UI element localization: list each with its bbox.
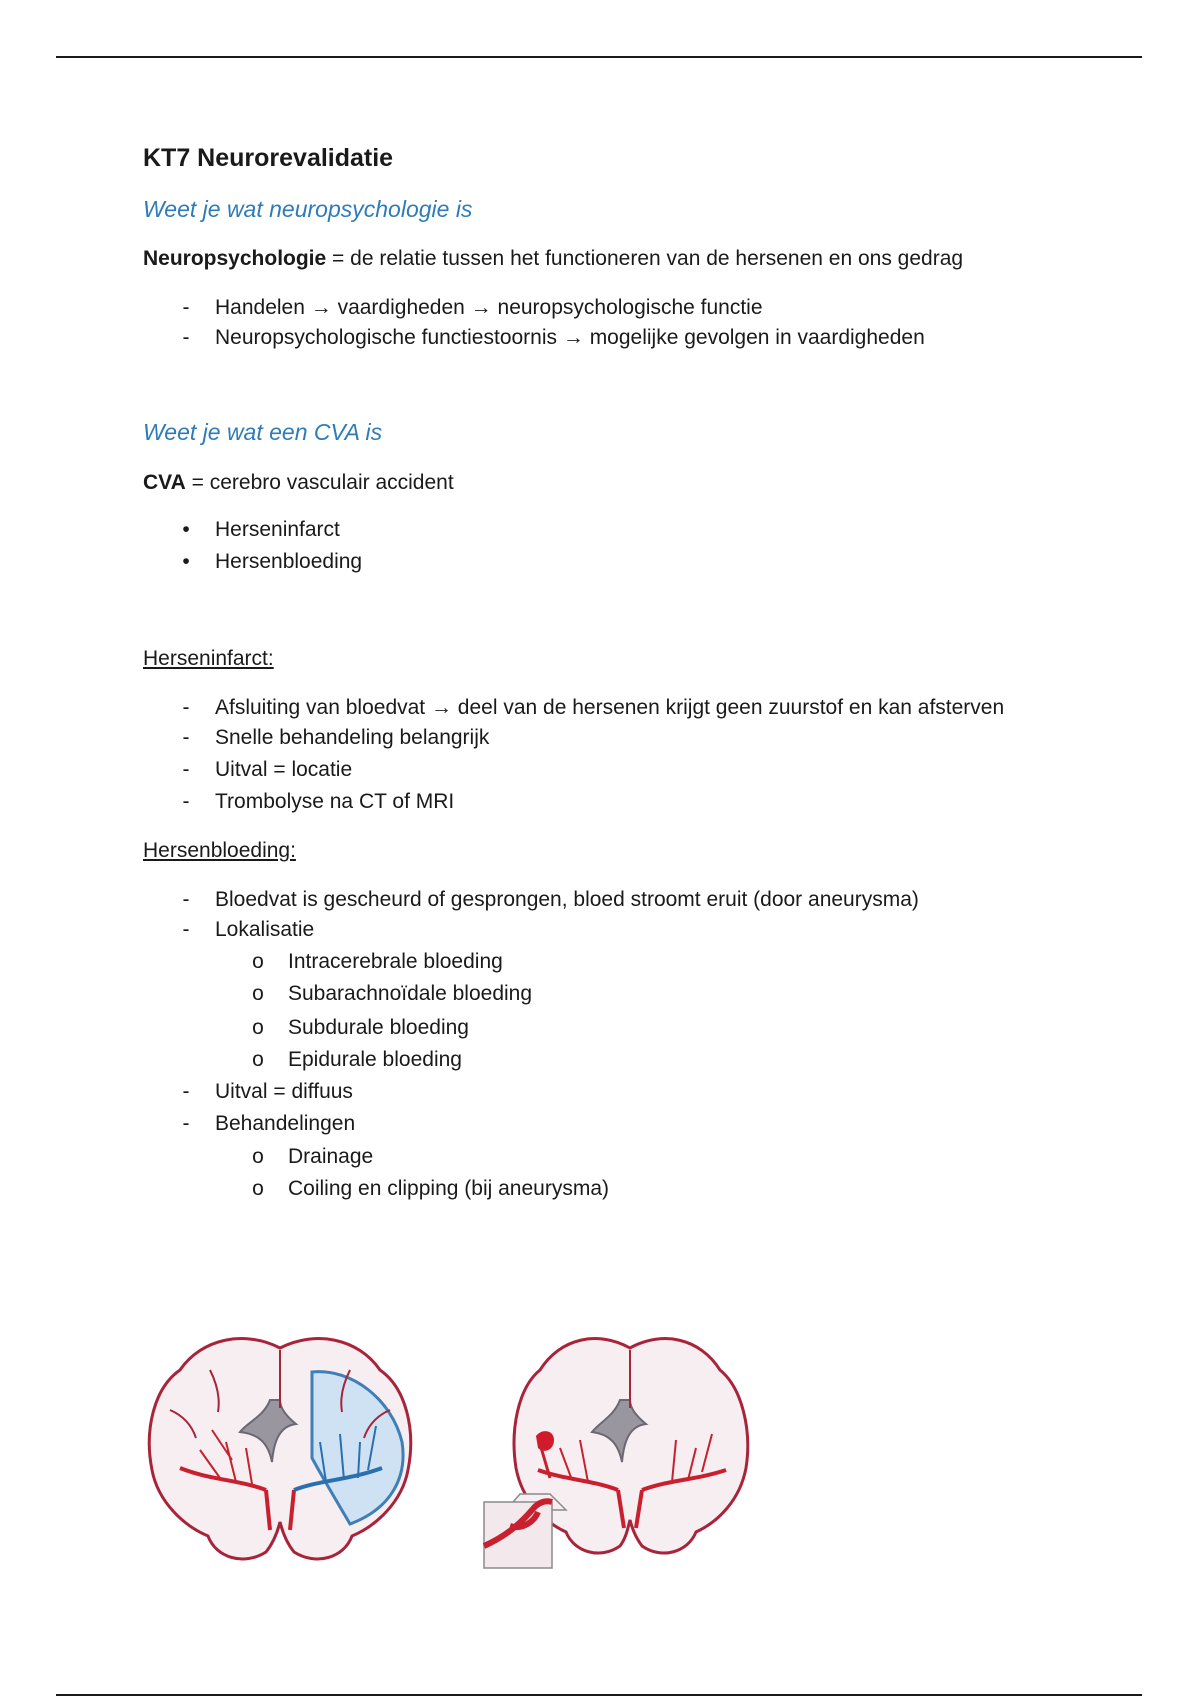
- definition-text: = de relatie tussen het functioneren van de hersenen en ons gedrag: [326, 247, 964, 270]
- definition-term: CVA: [143, 471, 186, 494]
- definition-text: = cerebro vasculair accident: [185, 471, 454, 494]
- definition-neuropsychologie: [143, 247, 963, 271]
- bottom-rule: [56, 1694, 1142, 1696]
- section-heading-cva: Weet je wat een CVA is: [143, 419, 383, 445]
- subheading-herseninfarct: Herseninfarct:: [143, 647, 274, 670]
- definition-cva: [143, 471, 454, 495]
- page-title: KT7 Neurorevalidatie: [143, 144, 394, 172]
- brain-hemorrhage-illustration: [480, 1330, 760, 1570]
- top-rule: [56, 56, 1142, 58]
- definition-term: Neuropsychologie: [143, 247, 327, 270]
- subheading-hersenbloeding: Hersenbloeding:: [143, 839, 296, 862]
- section-heading-neuropsychologie: Weet je wat neuropsychologie is: [143, 196, 473, 222]
- brain-infarct-illustration: [140, 1330, 420, 1570]
